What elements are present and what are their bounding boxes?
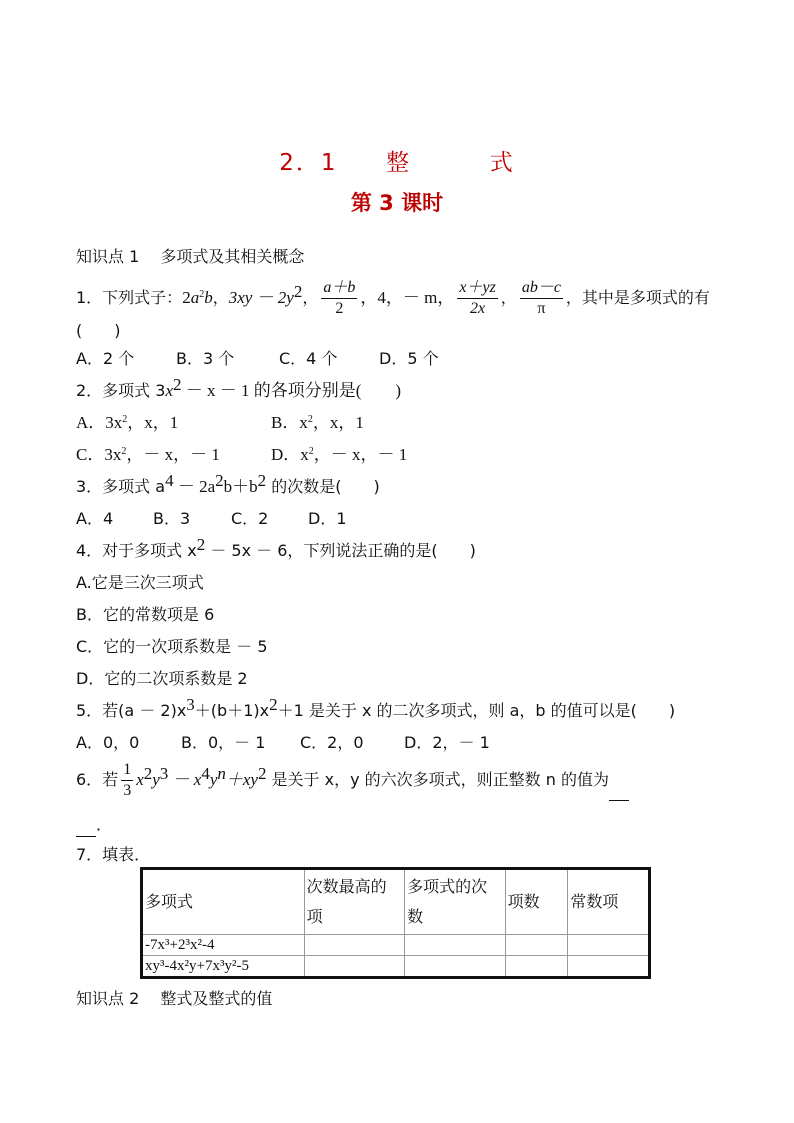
row2-degree-cell[interactable]	[405, 956, 505, 978]
q2-option-c[interactable]: C．$3x^2$，－ x，－ 1	[76, 445, 220, 464]
q1-option-a[interactable]: A．2 个	[76, 349, 135, 368]
table-row	[142, 956, 650, 978]
header-polynomial-degree: 多项式的次数	[405, 869, 505, 935]
q5-stem-c: ＋1 是关于 x 的二次多项式，则 a，b 的值可以是( )	[277, 701, 676, 720]
q5-option-a[interactable]: A．0，0	[76, 733, 140, 752]
q1-term2: 3xy － 2y	[228, 288, 294, 307]
question-3-stem: 3．多项式 $a^4 - 2a^2b+b^2$ 的次数是( )	[76, 471, 380, 496]
row1-degree-cell[interactable]	[405, 935, 505, 956]
q1-term1-b: b	[204, 288, 213, 307]
q1-answer-paren: ( )	[76, 321, 121, 340]
q3-stem-c: b＋b	[223, 477, 258, 496]
q1-option-d[interactable]: D．5 个	[379, 349, 439, 368]
q2-options-row-2	[76, 444, 407, 466]
q4-stem-a: 4．对于多项式 x	[76, 541, 197, 560]
row2-term-count-cell[interactable]	[505, 956, 568, 978]
q1-fraction-3	[520, 278, 563, 319]
q1-sep1: ，	[212, 288, 229, 307]
q6-expr-y: y	[152, 770, 160, 789]
q1-term1-coef: 2	[182, 288, 191, 307]
header-polynomial: 多项式	[142, 869, 305, 935]
q5-option-c[interactable]: C．2，0	[300, 733, 364, 752]
q3-option-d[interactable]: D．1	[308, 509, 347, 528]
q1-fraction-2	[457, 278, 497, 319]
row1-term-count-cell[interactable]	[505, 935, 568, 956]
row1-constant-cell[interactable]	[568, 935, 650, 956]
q1-sep3: ，	[500, 288, 517, 307]
q6-prefix: 6．若	[76, 770, 119, 789]
table-header-row	[142, 869, 650, 935]
q2-options-row-1	[76, 412, 364, 434]
row1-highest-term-cell[interactable]	[304, 935, 404, 956]
q6-answer-blank[interactable]	[609, 760, 629, 801]
knowledge-point-1-heading: 知识点 1 多项式及其相关概念	[76, 247, 305, 266]
q6-expr-x: x	[136, 770, 144, 789]
q1-fraction-2-den: 2x	[470, 300, 486, 317]
q3-option-a[interactable]: A．4	[76, 509, 114, 528]
question-2-stem: 2．多项式 $3x^2 - x - 1$ 的各项分别是( )	[76, 375, 402, 400]
q6-expr-e: ＋xy	[225, 770, 258, 789]
q1-mid-terms: ，4，－ m，	[360, 288, 455, 307]
q5-option-d[interactable]: D．2，－ 1	[404, 733, 490, 752]
q1-option-c[interactable]: C．4 个	[279, 349, 338, 368]
q6-fraction	[121, 760, 133, 801]
q1-fraction-1-num: a＋b	[321, 278, 357, 299]
header-term-count: 项数	[505, 869, 568, 935]
q6-fraction-num: 1	[121, 760, 133, 781]
row1-polynomial: -7x³+2³x²-4	[142, 935, 305, 956]
q1-option-b[interactable]: B．3 个	[176, 349, 235, 368]
title-char-2: 式	[489, 150, 515, 176]
q3-stem-b: － 2a	[173, 477, 216, 496]
q4-option-b[interactable]: B．它的常数项是 6	[76, 605, 215, 624]
q1-fraction-2-num: x＋yz	[457, 278, 497, 299]
fill-in-table	[140, 867, 651, 979]
row2-polynomial: xy³-4x²y+7x³y²-5	[142, 956, 305, 978]
q6-end: ．	[96, 815, 113, 834]
q3-option-b[interactable]: B．3	[153, 509, 191, 528]
q4-option-d[interactable]: D．它的二次项系数是 2	[76, 669, 248, 688]
q6-expr-c: － x	[168, 770, 202, 789]
q2-option-a[interactable]: A．$3x^2$，x，1	[76, 413, 179, 432]
table-row	[142, 935, 650, 956]
header-highest-degree-term: 次数最高的项	[304, 869, 404, 935]
q4-option-a[interactable]: A.它是三次三项式	[76, 573, 204, 592]
q1-fraction-3-num: ab－c	[520, 278, 563, 299]
q6-answer-blank-cont[interactable]	[76, 814, 96, 837]
q2-stem-c: － x － 1 的各项分别是( )	[181, 381, 402, 400]
q6-fraction-den: 3	[123, 782, 132, 799]
q5-stem-b: ＋(b＋1)x	[194, 701, 270, 720]
question-6-stem: 6．若 $\frac{1}{3}$ $x^2y^3 - x^4y^n+xy^2$ 是关于 x，y 的六次多项式，则正整数 n 的值为	[76, 760, 629, 801]
q3-option-c[interactable]: C．2	[231, 509, 269, 528]
header-constant-term: 常数项	[568, 869, 650, 935]
section-number: 2．1	[279, 150, 338, 176]
q2-option-d[interactable]: D．$x^2$，－ x，－ 1	[271, 445, 408, 464]
q4-stem-b: － 5x － 6，下列说法正确的是( )	[205, 541, 476, 560]
q3-options	[76, 508, 347, 530]
q3-stem-a: 3．多项式 a	[76, 477, 166, 496]
row2-highest-term-cell[interactable]	[304, 956, 404, 978]
section-title	[0, 144, 794, 177]
q1-prefix: 1．下列式子：	[76, 288, 183, 307]
knowledge-point-2-heading: 知识点 2 整式及整式的值	[76, 989, 273, 1008]
q6-suffix: 是关于 x，y 的六次多项式，则正整数 n 的值为	[266, 770, 609, 789]
question-4-stem: 4．对于多项式 $x^2 - 5x - 6$，下列说法正确的是( )	[76, 535, 476, 560]
q6-expr-d: y	[209, 770, 218, 789]
q2-stem-a: 2．多项式 3	[76, 381, 166, 400]
q1-fraction-1-den: 2	[335, 300, 344, 317]
question-5-stem: 5．若$(a - 2)x^3+(b+1)x^2+1$ 是关于 x 的二次多项式，则 a，b 的值可以是( )	[76, 695, 676, 720]
q5-options	[76, 732, 490, 754]
q1-suffix: ，其中是多项式的有	[565, 288, 710, 307]
q2-stem-x: x	[165, 381, 173, 400]
q1-options	[76, 348, 439, 370]
row2-constant-cell[interactable]	[568, 956, 650, 978]
q1-term1-a: a	[190, 288, 200, 307]
q4-option-c[interactable]: C．它的一次项系数是 － 5	[76, 637, 268, 656]
q5-stem-a: 5．若(a － 2)x	[76, 701, 187, 720]
q1-fraction-1	[321, 278, 357, 319]
q5-option-b[interactable]: B．0，－ 1	[181, 733, 266, 752]
q1-fraction-3-den: π	[537, 300, 546, 317]
question-1-stem: 1．下列式子：$2a^2b$，$3xy - 2y^2$， $\frac{a+b}{2}$ ，4，－ m， $\frac{x+yz}{2x}$ ， $\frac{ab-c}{\pi}$ ，其中是多项式的有	[76, 279, 710, 317]
title-char-1: 整	[386, 150, 412, 176]
q1-sep2: ，	[302, 288, 319, 307]
q6-continuation	[76, 814, 112, 837]
q3-stem-d: 的次数是( )	[266, 477, 380, 496]
q2-option-b[interactable]: B．$x^2$，x，1	[271, 413, 364, 432]
lesson-title: 第 3 课时	[350, 191, 444, 215]
question-7-stem: 7．填表．	[76, 845, 151, 864]
